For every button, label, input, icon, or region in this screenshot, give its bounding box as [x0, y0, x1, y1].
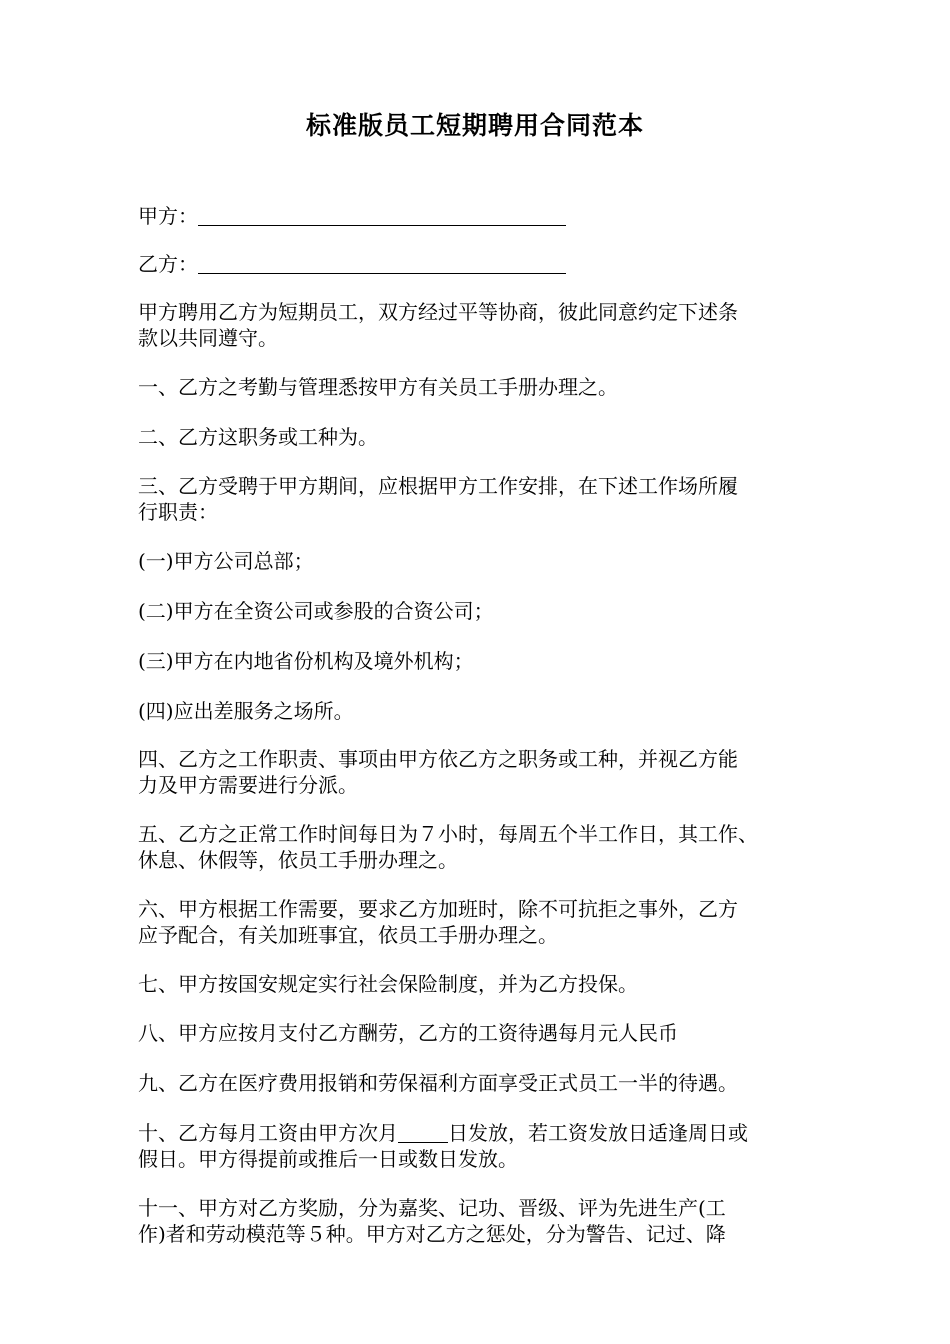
intro-line-2: 款以共同遵守。: [138, 326, 278, 350]
clause-3-line-2: 行职责：: [138, 500, 218, 524]
clause-2: 二、乙方这职务或工种为。: [138, 425, 378, 449]
sub-item-2: (二)甲方在全资公司或参股的合资公司；: [138, 599, 494, 623]
clause-10-line-2: 假日。甲方得提前或推后一日或数日发放。: [138, 1147, 518, 1171]
clause-10-text-before: 十、乙方每月工资由甲方次月: [138, 1121, 398, 1145]
clause-5-line-2: 休息、休假等，依员工手册办理之。: [138, 848, 458, 872]
clause-8: 八、甲方应按月支付乙方酬劳，乙方的工资待遇每月元人民币: [138, 1021, 678, 1045]
payday-blank: [398, 1122, 448, 1143]
sub-item-4: (四)应出差服务之场所。: [138, 699, 354, 723]
sub-item-3: (三)甲方在内地省份机构及境外机构；: [138, 649, 474, 673]
clause-11-line-1: 十一、甲方对乙方奖励，分为嘉奖、记功、晋级、评为先进生产(工: [138, 1196, 726, 1220]
clause-4-line-1: 四、乙方之工作职责、事项由甲方依乙方之职务或工种，并视乙方能: [138, 747, 738, 771]
sub-item-1: (一)甲方公司总部；: [138, 549, 314, 573]
clause-4-line-2: 力及甲方需要进行分派。: [138, 773, 358, 797]
clause-6-line-1: 六、甲方根据工作需要，要求乙方加班时，除不可抗拒之事外，乙方: [138, 897, 738, 921]
clause-3-line-1: 三、乙方受聘于甲方期间，应根据甲方工作安排，在下述工作场所履: [138, 474, 738, 498]
document-title: 标准版员工短期聘用合同范本: [305, 111, 644, 140]
clause-1: 一、乙方之考勤与管理悉按甲方有关员工手册办理之。: [138, 375, 618, 399]
party-b-label: 乙方：: [138, 252, 198, 276]
party-a-blank: [198, 205, 566, 226]
clause-7: 七、甲方按国安规定实行社会保险制度，并为乙方投保。: [138, 972, 638, 996]
clause-10-text-after: 日发放，若工资发放日适逢周日或: [448, 1121, 748, 1145]
party-a-line: [138, 203, 566, 229]
clause-10-line-1: [138, 1120, 748, 1146]
clause-6-line-2: 应予配合，有关加班事宜，依员工手册办理之。: [138, 923, 558, 947]
clause-11-line-2: 作)者和劳动模范等５种。甲方对乙方之惩处，分为警告、记过、降: [138, 1222, 726, 1246]
party-a-label: 甲方：: [138, 204, 198, 228]
clause-9: 九、乙方在医疗费用报销和劳保福利方面享受正式员工一半的待遇。: [138, 1071, 738, 1095]
intro-line-1: 甲方聘用乙方为短期员工，双方经过平等协商，彼此同意约定下述条: [138, 300, 738, 324]
party-b-blank: [198, 253, 566, 274]
clause-5-line-1: 五、乙方之正常工作时间每日为７小时，每周五个半工作日，其工作、: [138, 822, 758, 846]
party-b-line: [138, 251, 566, 277]
